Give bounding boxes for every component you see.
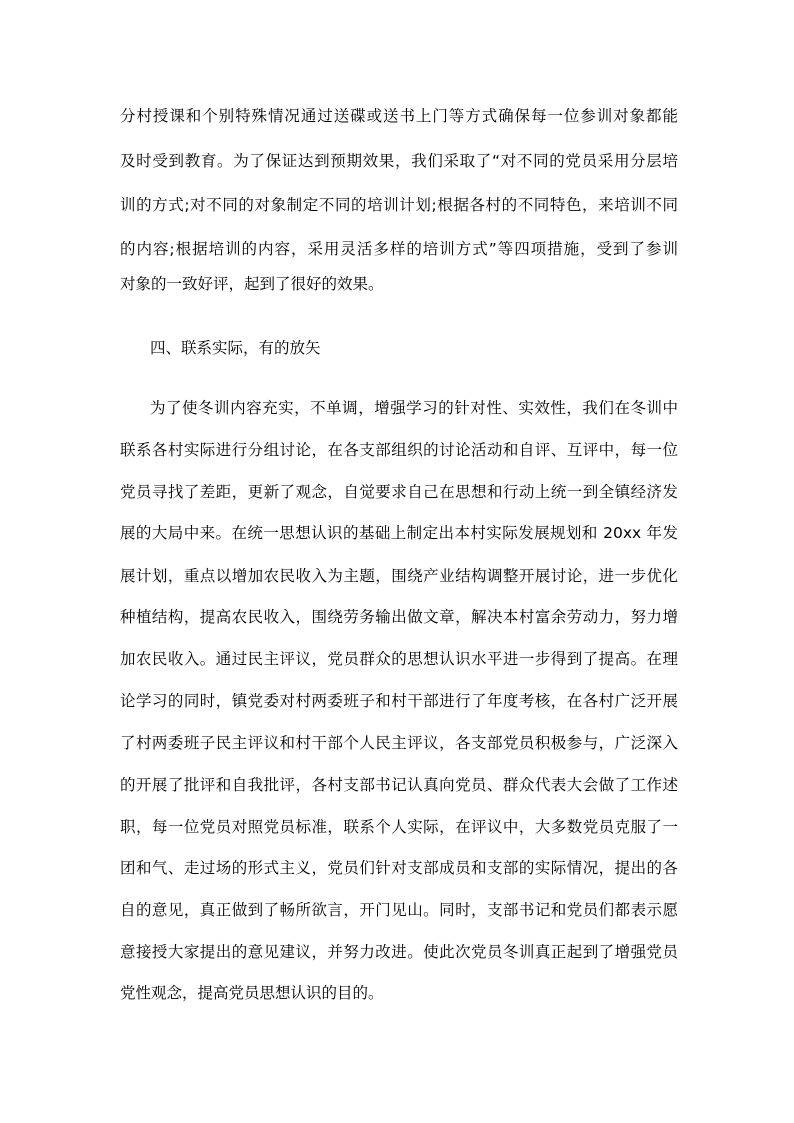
text-line: 了村两委班子民主评议和村干部个人民主评议，各支部党员积极参与，广泛深入 xyxy=(120,734,678,752)
text-line: 对象的一致好评，起到了很好的效果。 xyxy=(120,275,384,293)
text-line: 的内容;根据培训的内容，采用灵活多样的培训方式”等四项措施，受到了参训 xyxy=(120,240,678,258)
text-line: 党员寻找了差距，更新了观念，自觉要求自己在思想和行动上统一到全镇经济发 xyxy=(120,483,678,501)
text-line: 联系各村实际进行分组讨论，在各支部组织的讨论活动和自评、互评中，每一位 xyxy=(120,441,678,459)
text-line: 训的方式;对不同的对象制定不同的培训计划;根据各村的不同特色，来培训不同 xyxy=(120,196,678,214)
text-line: 展的大局中来。在统一思想认识的基础上制定出本村实际发展规划和 20xx 年发 xyxy=(120,524,678,542)
text-line: 种植结构，提高农民收入，围绕劳务输出做文章，解决本村富余劳动力，努力增 xyxy=(120,608,678,626)
text-line: 的开展了批评和自我批评，各村支部书记认真向党员、群众代表大会做了工作述 xyxy=(120,776,678,794)
text-line: 分村授课和个别特殊情况通过送碟或送书上门等方式确保每一位参训对象都能 xyxy=(120,107,678,125)
text-line: 展计划，重点以增加农民收入为主题，围绕产业结构调整开展讨论，进一步优化 xyxy=(120,567,678,585)
text-line: 论学习的同时，镇党委对村两委班子和村干部进行了年度考核，在各村广泛开展 xyxy=(120,692,678,710)
text-line: 自的意见，真正做到了畅所欲言，开门见山。同时，支部书记和党员们都表示愿 xyxy=(120,901,678,919)
text-line: 职，每一位党员对照党员标准，联系个人实际，在评议中，大多数党员克服了一 xyxy=(120,818,678,836)
text-line: 意接授大家提出的意见建议，并努力改进。使此次党员冬训真正起到了增强党员 xyxy=(120,943,678,961)
text-line: 为了使冬训内容充实，不单调，增强学习的针对性、实效性，我们在冬训中 xyxy=(150,399,678,417)
text-line: 党性观念，提高党员思想认识的目的。 xyxy=(120,984,384,1002)
text-line: 及时受到教育。为了保证达到预期效果，我们采取了“对不同的党员采用分层培 xyxy=(120,152,678,170)
text-line: 团和气、走过场的形式主义，党员们针对支部成员和支部的实际情况，提出的各 xyxy=(120,859,678,877)
section-heading: 四、联系实际，有的放矢 xyxy=(150,339,321,357)
text-line: 加农民收入。通过民主评议，党员群众的思想认识水平进一步得到了提高。在理 xyxy=(120,650,678,668)
